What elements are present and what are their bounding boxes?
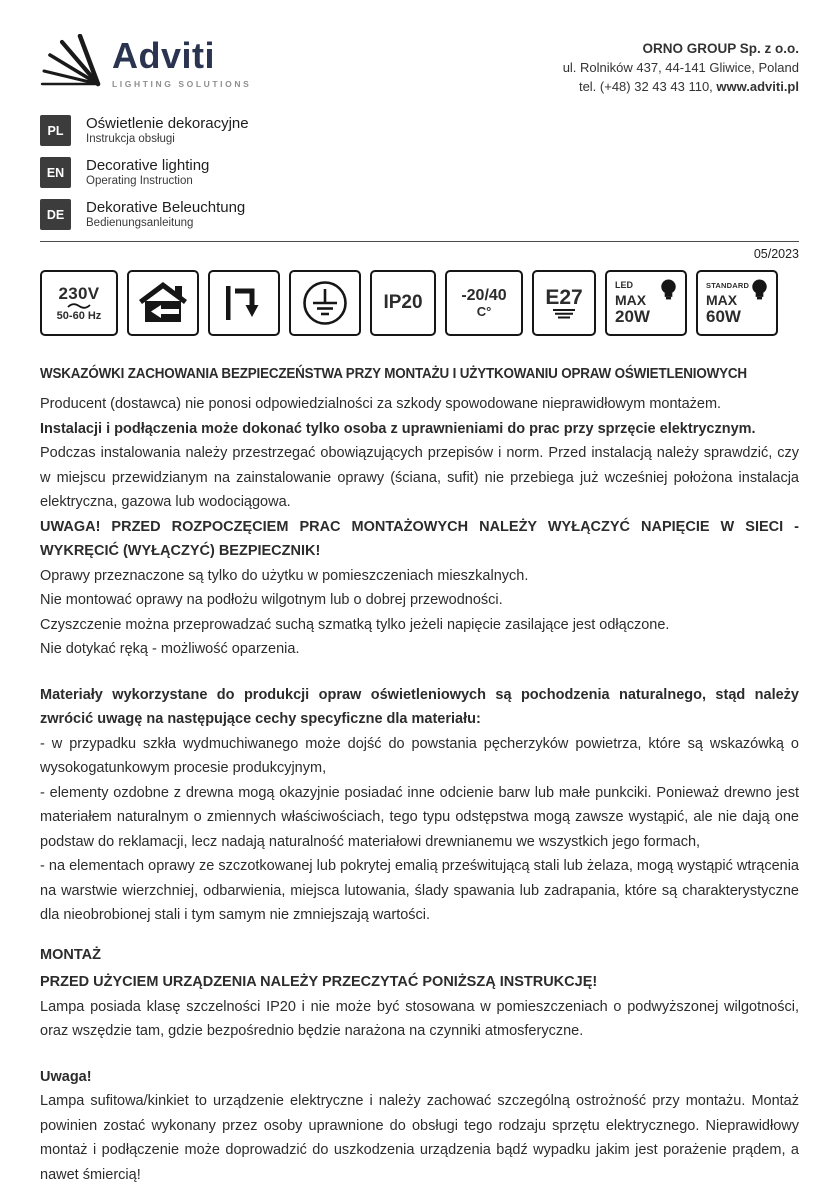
instructions-body <box>40 366 799 1187</box>
paragraph-uwaga-heading: Uwaga! <box>40 1068 92 1085</box>
en-subtitle: Operating Instruction <box>86 175 193 187</box>
company-info <box>563 34 799 96</box>
paragraph-warning-disconnect: UWAGA! PRZED ROZPOCZĘCIEM PRAC MONTAŻOWYCH NALEŻY WYŁĄCZYĆ NAPIĘCIE W SIECI - WYKRĘCIĆ (WYŁĄCZYĆ) BEZPIECZNIK! <box>40 518 799 559</box>
temperature-range: -20/40 <box>461 287 507 304</box>
language-list <box>40 115 799 230</box>
company-phone: tel. (+48) 32 43 43 110, <box>578 79 717 94</box>
standard-power-value: 60W <box>706 306 741 326</box>
pictogram-voltage <box>40 270 118 336</box>
pictogram-row <box>40 270 799 336</box>
pictogram-standard-max <box>696 270 778 336</box>
pl-title: Oświetlenie dekoracyjne <box>86 115 249 132</box>
paragraph-materials-intro: Materiały wykorzystane do produkcji opraw oświetleniowych są pochodzenia naturalnego, stąd należy zwrócić uwagę na następujące cechy specyficzne dla materiału: <box>40 686 799 727</box>
ip-rating-value: IP20 <box>383 292 423 313</box>
paragraph-steel-elements: - na elementach oprawy ze szczotkowanej lub pokrytej emalią prześwitującą stali lub żelaza, mogą wystąpić wtrącenia na warstwie wierzchniej, odbarwienia, miejsca lutowania, ślady spawania lub zadrapania, które są charakterystyczne dla nieobrobionej stali i tym samym nie zmniejszają wartości. <box>40 858 799 923</box>
revision-date: 05/2023 <box>753 247 799 261</box>
paragraph-cleaning: Czyszczenie można przeprowadzać suchą szmatką tylko jeżeli napięcie zasilające jest odłączone. <box>40 616 670 633</box>
pictogram-socket-e27 <box>532 270 596 336</box>
fan-rays-icon <box>40 34 102 88</box>
pl-subtitle: Instrukcja obsługi <box>86 133 175 145</box>
company-address: ul. Rolników 437, 44-141 Gliwice, Poland <box>562 60 799 75</box>
pictogram-indoor-use <box>127 270 199 336</box>
standard-label: STANDARD <box>706 280 750 290</box>
led-label: LED <box>615 280 633 290</box>
paragraph-residential-use: Oprawy przeznaczone są tylko do użytku w pomieszczeniach mieszkalnych. <box>40 567 529 584</box>
en-text <box>86 157 209 188</box>
paragraph-ip20-limitation: Lampa posiada klasę szczelności IP20 i nie może być stosowana w pomieszczeniach o podwyższonej wilgotności, oraz wszędzie tam, gdzie bezpośrednio będzie narażona na czynniki atmosferyczne. <box>40 998 799 1039</box>
house-arrow-icon <box>139 282 187 324</box>
section-heading-montaz: MONTAŻ <box>40 946 101 963</box>
paragraph-burn-hazard: Nie dotykać ręką - możliwość oparzenia. <box>40 641 300 657</box>
pl-badge: PL <box>40 115 71 146</box>
header-divider <box>40 241 799 242</box>
protective-earth-icon <box>302 280 348 326</box>
de-text <box>86 199 245 230</box>
header <box>40 34 799 96</box>
language-row-de <box>40 199 799 230</box>
company-name: ORNO GROUP Sp. z o.o. <box>642 41 799 56</box>
logo-text <box>112 34 251 89</box>
wall-mount-arrow-icon <box>223 282 265 324</box>
screw-base-icon <box>551 308 577 319</box>
led-power-value: 20W <box>615 307 650 326</box>
bulb-icon <box>660 279 677 302</box>
brand-tagline: LIGHTING SOLUTIONS <box>112 79 252 89</box>
paragraph-damp-surface: Nie montować oprawy na podłożu wilgotnym lub o dobrej przewodności. <box>40 592 503 608</box>
language-row-en <box>40 157 799 188</box>
company-website: www.adviti.pl <box>716 79 799 94</box>
paragraph-electrical-caution: Lampa sufitowa/kinkiet to urządzenie elektryczne i należy zachować szczególną ostrożność przy montażu. Montaż powinien zostać wykonany przez osoby uprawnione do obsługi tego rodzaju sprzętu elektrycznego. Nieprawidłowy montaż i podłączenie może doprowadzić do uszkodzenia urządzenia bądź wypadku jakim jest porażenie prądem, a nawet śmiercią! <box>40 1093 799 1183</box>
pictogram-temperature <box>445 270 523 336</box>
pictogram-wall-mount <box>208 270 280 336</box>
sine-wave-icon <box>66 302 92 310</box>
pl-text <box>86 115 249 146</box>
paragraph-blown-glass: - w przypadku szkła wydmuchiwanego może dojść do powstania pęcherzyków powietrza, które są wskazówką o wysokogatunkowym procesie produkcyjnym, <box>40 735 799 776</box>
paragraph-read-instruction: PRZED UŻYCIEM URZĄDZENIA NALEŻY PRZECZYTAĆ PONIŻSZĄ INSTRUKCJĘ! <box>40 974 598 990</box>
temperature-unit: C° <box>476 304 492 319</box>
adviti-logo <box>40 34 251 89</box>
bulb-icon <box>751 279 768 302</box>
voltage-value: 230V <box>58 283 100 303</box>
de-subtitle: Bedienungsanleitung <box>86 217 194 229</box>
socket-value: E27 <box>545 286 583 309</box>
pictogram-earthing <box>289 270 361 336</box>
company-contact <box>563 77 799 96</box>
frequency-value: 50-60 Hz <box>56 309 102 322</box>
pictogram-ip-rating <box>370 270 436 336</box>
language-row-pl <box>40 115 799 146</box>
en-title: Decorative lighting <box>86 157 210 174</box>
en-badge: EN <box>40 157 71 188</box>
de-title: Dekorative Beleuchtung <box>86 199 246 216</box>
led-max-label: MAX <box>615 292 647 308</box>
safety-heading: WSKAZÓWKI ZACHOWANIA BEZPIECZEŃSTWA PRZY MONTAŻU I UŻYTKOWANIU OPRAW OŚWIETLENIOWYCH <box>40 366 747 382</box>
pictogram-led-max <box>605 270 687 336</box>
brand-name: Adviti <box>112 35 216 76</box>
paragraph-installation-rules: Podczas instalowania należy przestrzegać obowiązujących przepisów i norm. Przed instalacją należy sprawdzić, czy w miejscu przewidzianym na zainstalowanie oprawy (ściana, sufit) nie przebiega już wcześniej położona instalacja elektryczna, gazowa lub wodociągowa. <box>40 445 799 510</box>
de-badge: DE <box>40 199 71 230</box>
paragraph-wood-elements: - elementy ozdobne z drewna mogą okazyjnie posiadać inne odcienie barw lub małe punkciki. Ponieważ drewno jest materiałem naturalnym o zmiennych właściwościach, tego typu odstępstwa mogą zawsze wystąpić, ale nie dają one podstaw do reklamacji, lecz nadają naturalność materiałowi drewnianemu we wszystkich jego formach, <box>40 784 799 850</box>
paragraph-manufacturer-liability: Producent (dostawca) nie ponosi odpowiedzialności za szkody spowodowane nieprawidłowym montażem. <box>40 396 722 412</box>
paragraph-qualified-installer: Instalacji i podłączenia może dokonać tylko osoba z uprawnieniami do prac przy sprzęcie elektrycznym. <box>40 420 756 437</box>
standard-max-label: MAX <box>706 291 738 308</box>
